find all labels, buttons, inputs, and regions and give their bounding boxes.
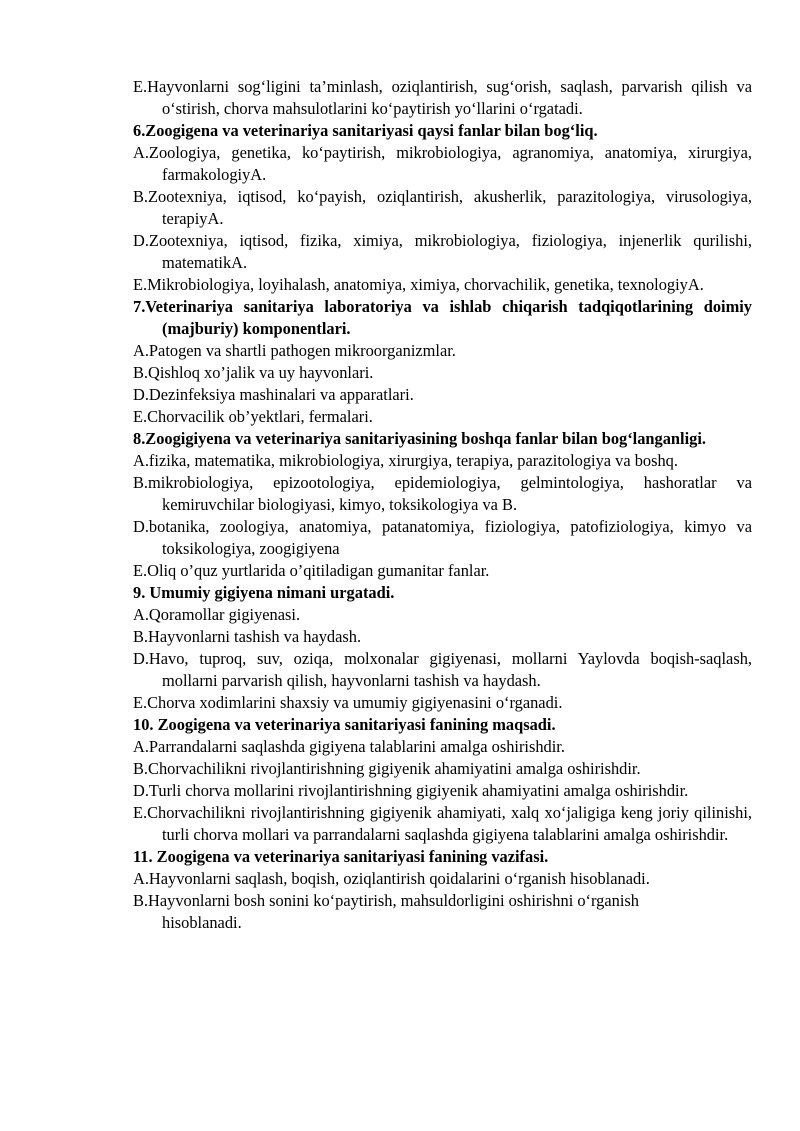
question-heading: 6.Zoogigena va veterinariya sanitariyasi qaysi fanlar bilan bog‘liq.	[133, 121, 598, 140]
question-heading: 8.Zoogigiyena va veterinariya sanitariyasining boshqa fanlar bilan bog‘langanligi.	[133, 429, 706, 448]
answer-option: B.Qishloq xo’jalik va uy hayvonlari.	[133, 363, 374, 382]
document-page	[133, 76, 752, 934]
answer-option: D.Dezinfeksiya mashinalari va apparatlari.	[133, 385, 414, 404]
answer-option: B.Chorvachilikni rivojlantirishning gigiyenik ahamiyatini amalga oshirishdir.	[133, 759, 641, 778]
answer-option: D.Zootexniya, iqtisod, fizika, ximiya, mikrobiologiya, fiziologiya, injenerlik qurilishi, matematikA.	[133, 231, 752, 272]
answer-option: A.Patogen va shartli pathogen mikroorganizmlar.	[133, 341, 456, 360]
answer-option: E.Chorva xodimlarini shaxsiy va umumiy gigiyenasini o‘rganadi.	[133, 693, 563, 712]
answer-option: E.Oliq o’quz yurtlarida o’qitiladigan gumanitar fanlar.	[133, 561, 490, 580]
answer-option: E.Mikrobiologiya, loyihalash, anatomiya, ximiya, chorvachilik, genetika, texnologiyA.	[133, 275, 704, 294]
answer-option: D.Turli chorva mollarini rivojlantirishning gigiyenik ahamiyatini amalga oshirishdir.	[133, 781, 689, 800]
answer-option: A.Hayvonlarni saqlash, boqish, oziqlantirish qoidalarini o‘rganish hisoblanadi.	[133, 869, 650, 888]
answer-option: A.Parrandalarni saqlashda gigiyena talablarini amalga oshirishdir.	[133, 737, 565, 756]
answer-option: B.Hayvonlarni bosh sonini ko‘paytirish, mahsuldorligini oshirishni o‘rganish hisoblanadi.	[133, 891, 639, 932]
question-heading: 7.Veterinariya sanitariya laboratoriya va ishlab chiqarish tadqiqotlarining doimiy (majburiy) komponentlari.	[133, 297, 752, 338]
answer-option: A.Zoologiya, genetika, ko‘paytirish, mikrobiologiya, agranomiya, anatomiya, xirurgiya, farmakologiyA.	[133, 143, 752, 184]
answer-option: B.Zootexniya, iqtisod, ko‘payish, oziqlantirish, akusherlik, parazitologiya, virusologiya, terapiyA.	[133, 187, 752, 228]
answer-option: D.botanika, zoologiya, anatomiya, patanatomiya, fiziologiya, patofiziologiya, kimyo va toksikologiya, zoogigiyena	[133, 517, 752, 558]
question-heading: 10. Zoogigena va veterinariya sanitariyasi fanining maqsadi.	[133, 715, 556, 734]
answer-option: E.Hayvonlarni sog‘ligini ta’minlash, oziqlantirish, sug‘orish, saqlash, parvarish qilish va o‘stirish, chorva mahsulotlarini ko‘paytirish yo‘llarini o‘rgatadi.	[133, 77, 752, 118]
answer-option: A.fizika, matematika, mikrobiologiya, xirurgiya, terapiya, parazitologiya va boshq.	[133, 451, 678, 470]
answer-option: D.Havo, tuproq, suv, oziqa, molxonalar gigiyenasi, mollarni Yaylovda boqish-saqlash, mollarni parvarish qilish, hayvonlarni tashish va haydash.	[133, 649, 752, 690]
answer-option: E.Chorvacilik ob’yektlari, fermalari.	[133, 407, 373, 426]
answer-option: B.mikrobiologiya, epizootologiya, epidemiologiya, gelmintologiya, hashoratlar va kemiruvchilar biologiyasi, kimyo, toksikologiya va B.	[133, 473, 752, 514]
answer-option: E.Chorvachilikni rivojlantirishning gigiyenik ahamiyati, xalq xo‘jaligiga keng joriy qilinishi, turli chorva mollari va parrandalarni saqlashda gigiyena talablarini amalga oshirishdir.	[133, 803, 752, 844]
question-heading: 11. Zoogigena va veterinariya sanitariyasi fanining vazifasi.	[133, 847, 549, 866]
answer-option: A.Qoramollar gigiyenasi.	[133, 605, 301, 624]
question-heading: 9. Umumiy gigiyena nimani urgatadi.	[133, 583, 395, 602]
answer-option: B.Hayvonlarni tashish va haydash.	[133, 627, 362, 646]
